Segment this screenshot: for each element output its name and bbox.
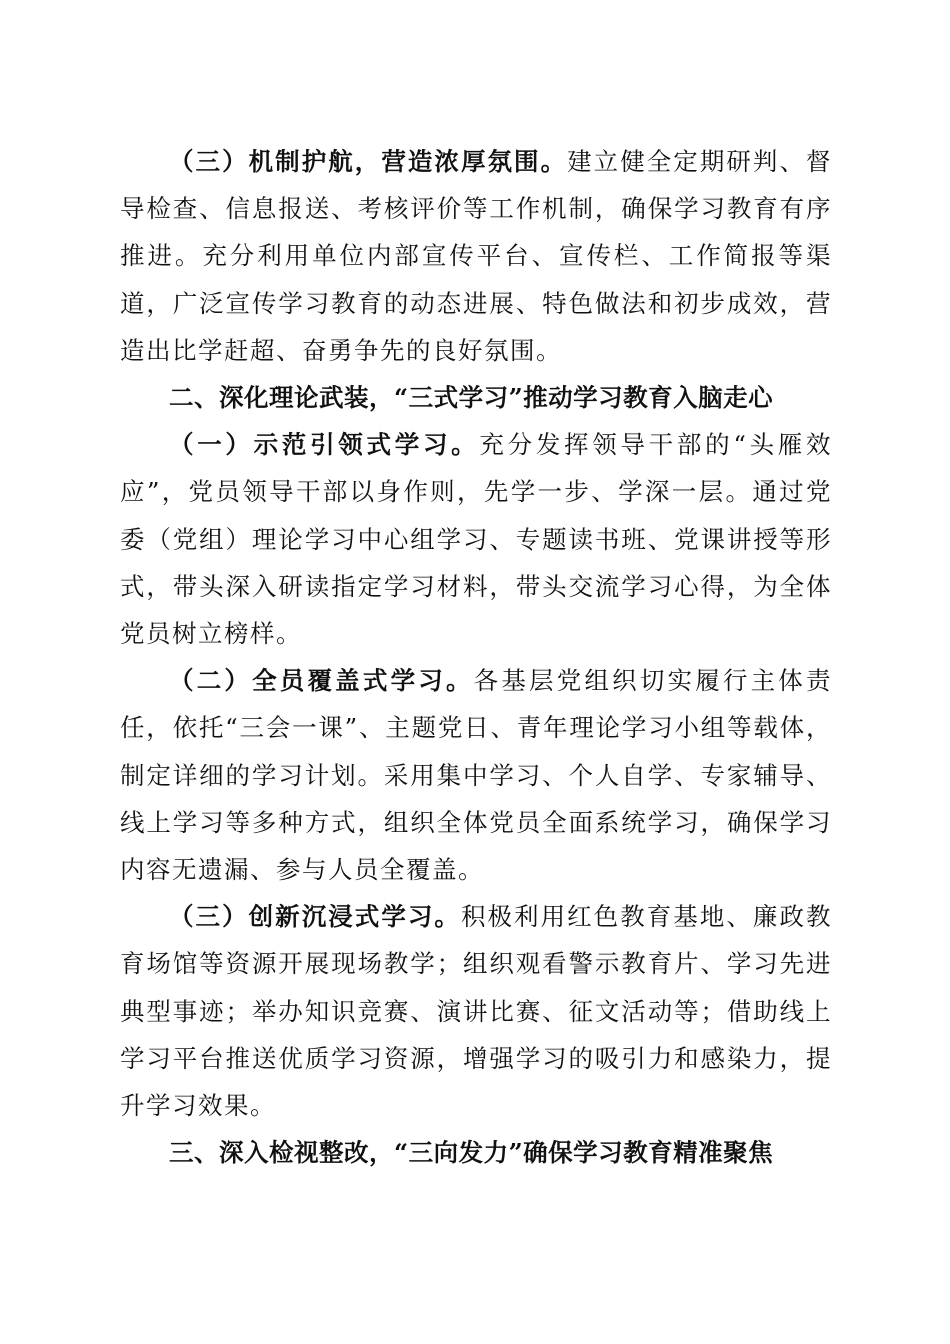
- document-page: [120, 138, 832, 1176]
- paragraph-lead: （二）全员覆盖式学习。: [169, 666, 474, 696]
- paragraph-body: 建立健全定期研判、督导检查、信息报送、考核评价等工作机制，确保学习教育有序推进。充分利用单位内部宣传平台、宣传栏、工作简报等渠道，广泛宣传学习教育的动态进展、特色做法和初步成效，营造出比学赶超、奋勇争先的良好氛围。: [120, 147, 832, 365]
- paragraph-body: 积极利用红色教育基地、廉政教育场馆等资源开展现场教学；组织观看警示教育片、学习先进典型事迹；举办知识竞赛、演讲比赛、征文活动等；借助线上学习平台推送优质学习资源，增强学习的吸引力和感染力，提升学习效果。: [120, 902, 833, 1121]
- paragraph-body: 各基层党组织切实履行主体责任，依托“三会一课”、主题党日、青年理论学习小组等载体，制定详细的学习计划。采用集中学习、个人自学、专家辅导、线上学习等多种方式，组织全体党员全面系统学习，确保学习内容无遗漏、参与人员全覆盖。: [120, 666, 833, 885]
- paragraph-lead: （一）示范引领式学习。: [169, 430, 480, 460]
- section-heading-two: 二、深化理论武装，“三式学习”推动学习教育入脑走心: [169, 383, 774, 413]
- paragraph-lead: （三）机制护航，营造浓厚氛围。: [169, 147, 568, 176]
- paragraph-body: 充分发挥领导干部的“头雁效应”，党员领导干部以身作则，先学一步、学深一层。通过党委（党组）理论学习中心组学习、专题读书班、党课讲授等形式，带头深入研读指定学习材料，带头交流学习心得，为全体党员树立榜样。: [120, 430, 833, 649]
- paragraph-mechanism: [120, 138, 832, 374]
- section-heading-three: 三、深入检视整改，“三向发力”确保学习教育精准聚焦: [169, 1138, 774, 1168]
- paragraph-demonstration-study: [120, 421, 832, 657]
- paragraph-immersive-study: [120, 893, 832, 1129]
- paragraph-full-coverage-study: [120, 657, 832, 893]
- paragraph-lead: （三）创新沉浸式学习。: [169, 902, 461, 932]
